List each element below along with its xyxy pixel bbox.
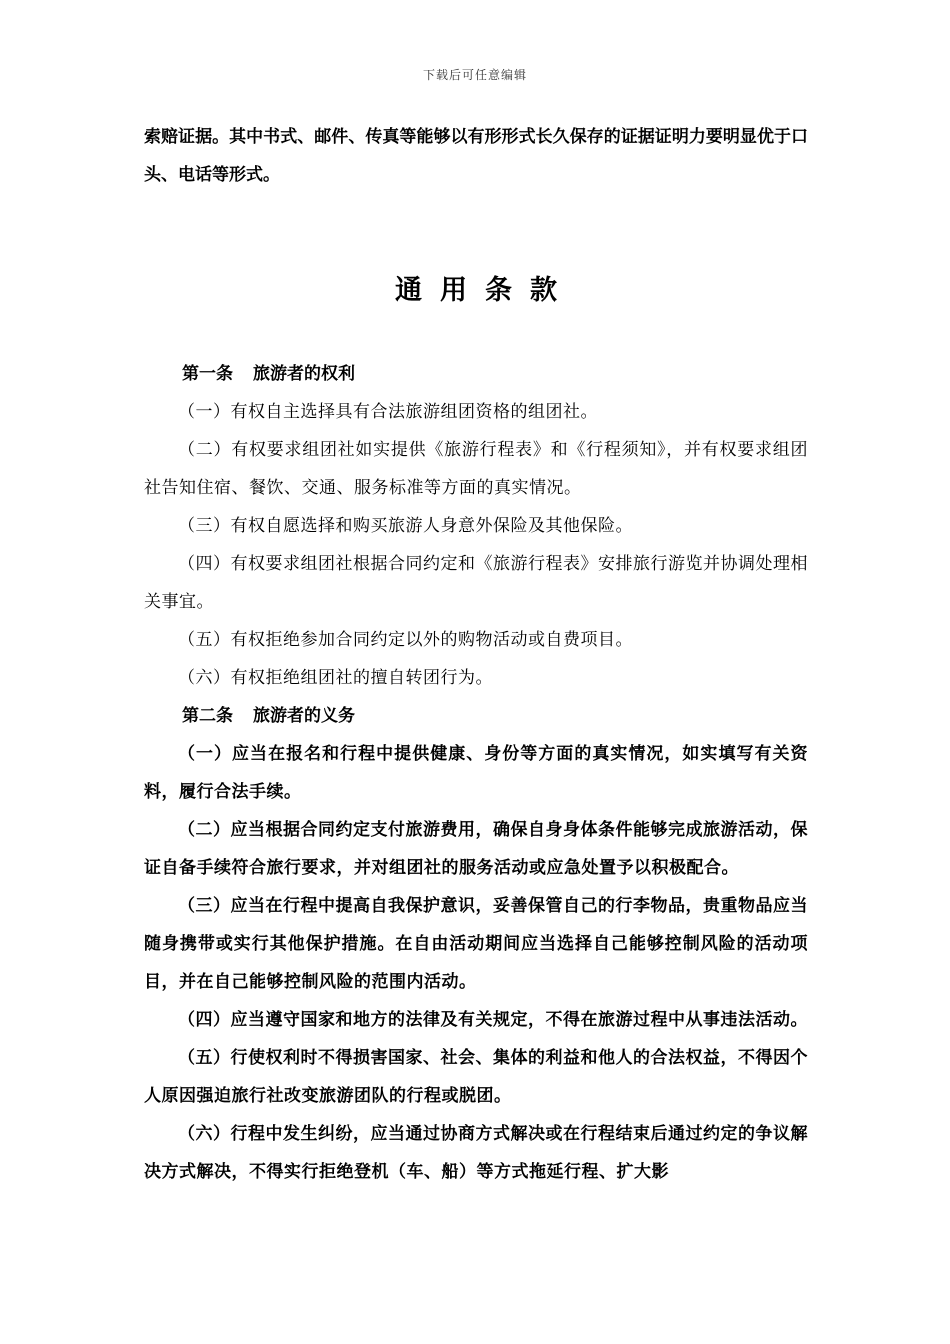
article-2-heading [144, 697, 808, 735]
document-title: 通用条款 [395, 275, 575, 306]
article-1-item: （一）有权自主选择具有合法旅游组团资格的组团社。 [178, 402, 598, 422]
article-1-item: （六）有权拒绝组团社的擅自转团行为。 [178, 668, 493, 688]
page-header-note: 下载后可任意编辑 [422, 68, 527, 82]
article-1-title: 旅游者的权利 [253, 364, 355, 384]
intro-paragraph: 索赔证据。其中书式、邮件、传真等能够以有形形式长久保存的证据证明力要明显优于口头、电话等形式。 [144, 127, 808, 185]
article-1-item: （二）有权要求组团社如实提供《旅游行程表》和《行程须知》，并有权要求组团社告知住宿、餐饮、交通、服务标准等方面的真实情况。 [144, 440, 808, 498]
article-2-item: （六）行程中发生纠纷，应当通过协商方式解决或在行程结束后通过约定的争议解决方式解决，不得实行拒绝登机（车、船）等方式拖延行程、扩大影 [144, 1124, 808, 1182]
article-1-heading [144, 355, 808, 393]
article-1-item: （五）有权拒绝参加合同约定以外的购物活动或自费项目。 [178, 630, 633, 650]
article-1-number: 第一条 [182, 364, 233, 384]
article-2-item: （四）应当遵守国家和地方的法律及有关规定，不得在旅游过程中从事违法活动。 [178, 1010, 808, 1030]
article-1-item: （四）有权要求组团社根据合同约定和《旅游行程表》安排旅行游览并协调处理相关事宜。 [144, 554, 808, 612]
article-2-item: （一）应当在报名和行程中提供健康、身份等方面的真实情况，如实填写有关资料，履行合法手续。 [144, 744, 808, 802]
article-2-number: 第二条 [182, 706, 233, 726]
article-1-item: （三）有权自愿选择和购买旅游人身意外保险及其他保险。 [178, 516, 633, 536]
article-2-item: （五）行使权利时不得损害国家、社会、集体的利益和他人的合法权益，不得因个人原因强迫旅行社改变旅游团队的行程或脱团。 [144, 1048, 808, 1106]
document-body [144, 118, 808, 1191]
article-2-title: 旅游者的义务 [253, 706, 355, 726]
article-2-item: （三）应当在行程中提高自我保护意识，妥善保管自己的行李物品，贵重物品应当随身携带或实行其他保护措施。在自由活动期间应当选择自己能够控制风险的活动项目，并在自己能够控制风险的范围内活动。 [144, 896, 808, 992]
article-2-item: （二）应当根据合同约定支付旅游费用，确保自身身体条件能够完成旅游活动，保证自备手续符合旅行要求，并对组团社的服务活动或应急处置予以积极配合。 [144, 820, 808, 878]
